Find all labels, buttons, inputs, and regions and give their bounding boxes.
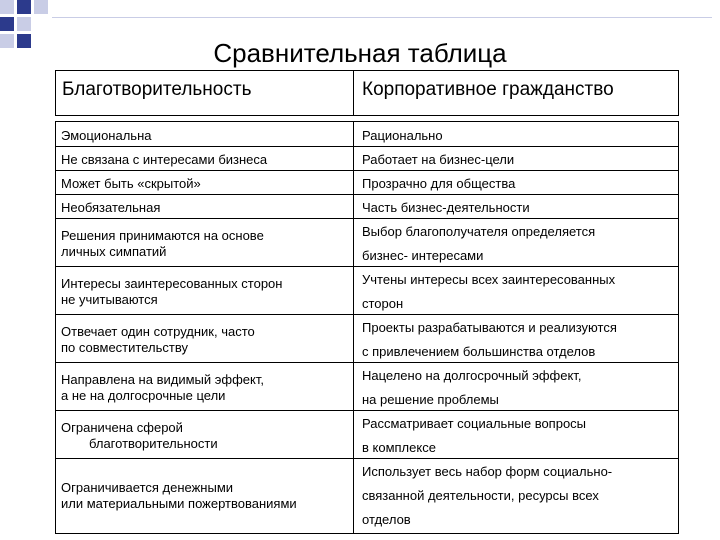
row-separator: [55, 410, 679, 411]
cell-charity: Ограничена сферой: [61, 420, 183, 435]
decor-square: [0, 17, 14, 31]
row-separator: [55, 458, 679, 459]
cell-corporate: Использует весь набор форм социально-: [362, 464, 613, 479]
cell-charity: Может быть «скрытой»: [61, 176, 201, 191]
cell-charity: или материальными пожертвованиями: [61, 496, 297, 511]
cell-corporate: в комплексе: [362, 440, 436, 455]
row-separator: [55, 362, 679, 363]
cell-charity: а не на долгосрочные цели: [61, 388, 226, 403]
cell-corporate: Рационально: [362, 128, 443, 143]
cell-corporate: Проекты разрабатываются и реализуются: [362, 320, 617, 335]
row-separator: [55, 266, 679, 267]
decor-rule: [52, 17, 712, 18]
cell-corporate: Рассматривает социальные вопросы: [362, 416, 587, 431]
row-separator: [55, 194, 679, 195]
cell-corporate: отделов: [362, 512, 411, 527]
cell-charity: Ограничивается денежными: [61, 480, 234, 495]
cell-corporate: Работает на бизнес-цели: [362, 152, 515, 167]
cell-corporate: Часть бизнес-деятельности: [362, 200, 530, 215]
header-charity: Благотворительность: [62, 79, 252, 100]
cell-corporate: сторон: [362, 296, 404, 311]
decor-square: [17, 17, 31, 31]
row-separator: [55, 170, 679, 171]
cell-charity: личных симпатий: [61, 244, 167, 259]
cell-corporate: бизнес- интересами: [362, 248, 484, 263]
decor-square: [0, 0, 14, 14]
decor-square: [34, 0, 48, 14]
cell-charity: Интересы заинтересованных сторон: [61, 276, 283, 291]
column-divider: [353, 121, 354, 534]
row-separator: [55, 314, 679, 315]
cell-charity: Направлена на видимый эффект,: [61, 372, 264, 387]
cell-corporate: на решение проблемы: [362, 392, 499, 407]
decor-square: [17, 0, 31, 14]
cell-charity: Эмоциональна: [61, 128, 152, 143]
cell-charity: Отвечает один сотрудник, часто: [61, 324, 255, 339]
header-divider: [353, 70, 354, 116]
row-separator: [55, 218, 679, 219]
cell-corporate: Нацелено на долгосрочный эффект,: [362, 368, 582, 383]
cell-corporate: с привлечением большинства отделов: [362, 344, 596, 359]
row-separator: [55, 146, 679, 147]
header-corporate-citizenship: Корпоративное гражданство: [362, 79, 614, 100]
cell-corporate: Прозрачно для общества: [362, 176, 516, 191]
cell-corporate: Учтены интересы всех заинтересованных: [362, 272, 616, 287]
cell-charity: благотворительности: [89, 436, 218, 451]
cell-charity: Необязательная: [61, 200, 161, 215]
cell-charity: Решения принимаются на основе: [61, 228, 264, 243]
page-title: Сравнительная таблица: [213, 38, 507, 68]
cell-corporate: Выбор благополучателя определяется: [362, 224, 596, 239]
cell-charity: по совместительству: [61, 340, 188, 355]
cell-corporate: связанной деятельности, ресурсы всех: [362, 488, 599, 503]
cell-charity: Не связана с интересами бизнеса: [61, 152, 268, 167]
cell-charity: не учитываются: [61, 292, 158, 307]
